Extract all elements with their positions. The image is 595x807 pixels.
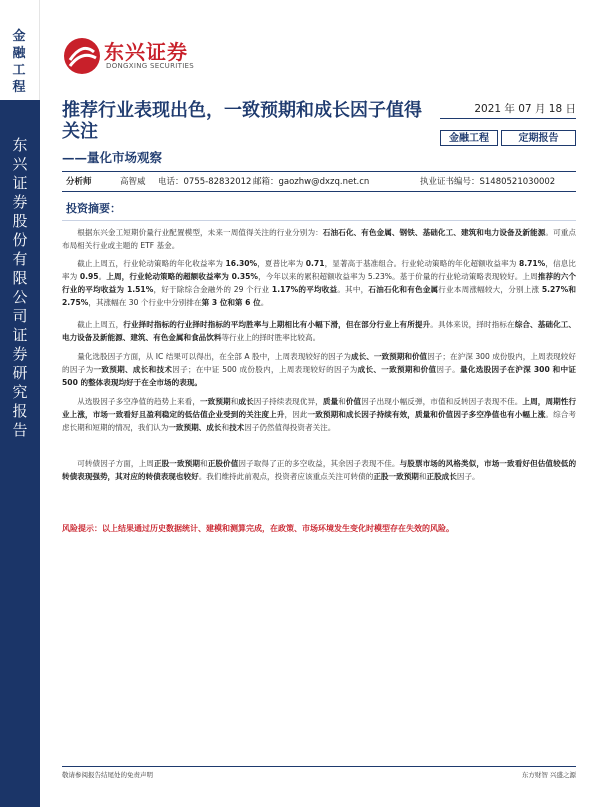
sidebar-category-label: 金融工程 xyxy=(12,29,26,95)
paragraph-text: 等行业上的择时胜率比较高。 xyxy=(221,333,321,342)
logo-emblem-icon xyxy=(62,36,102,76)
analyst-email: 邮箱：gaozhw@dxzq.net.cn xyxy=(253,177,370,187)
paragraph-text: 因子；在沪深 300 成份股内，上周表现较好的因子为 xyxy=(62,352,577,374)
analyst-name: 高智威 xyxy=(120,177,146,187)
paragraph-emphasis: 一致预期、成长和技术 xyxy=(93,365,173,374)
paragraph-text: 可转债因子方面，上周 xyxy=(77,459,154,468)
tag-report-type: 定期报告 xyxy=(501,130,576,146)
paragraph-emphasis: 5.27%和 2.75% xyxy=(62,285,576,307)
footer-disclaimer: 敬请参阅报告结尾处的免责声明 xyxy=(62,771,153,779)
paragraph-emphasis: 质量 xyxy=(322,397,339,406)
paragraph-emphasis: 行业择时指标的行业择时指标的平均胜率与上期相比有小幅下滑，但在部分行业上有所提升 xyxy=(123,320,431,329)
paragraph-text: 。可重点布局相关行业或主题的 ETF 基金。 xyxy=(62,228,577,250)
paragraph-text: 截止上周五，行业轮动策略的年化收益率为 xyxy=(77,259,226,268)
analyst-role: 分析师 xyxy=(66,177,92,187)
analyst-top-divider xyxy=(62,171,576,172)
report-title: 推荐行业表现出色，一致预期和成长因子值得关注 xyxy=(62,100,422,142)
paragraph-emphasis: 正股一致预期 xyxy=(153,459,201,468)
paragraph-emphasis: 成长 xyxy=(238,397,254,406)
paragraph-text: ，显著高于基准组合。行业轮动策略的年化超额收益率为 xyxy=(324,259,519,268)
paragraph-text: 截止上周五， xyxy=(77,320,124,329)
paragraph-text: 因子；在中证 500 成份股内，上周表现较好的因子为 xyxy=(172,365,358,374)
paragraph-emphasis: 技术 xyxy=(229,423,245,432)
paragraph-text: 。综合考虑长期和短期的情况，我们认为 xyxy=(62,410,577,432)
paragraph-text: 和 xyxy=(221,423,230,432)
paragraph-emphasis: 正股成长 xyxy=(426,472,457,481)
sidebar-category xyxy=(0,0,40,100)
paragraph-text: 因子出现小幅反弹，市值和反转因子表现不佳。 xyxy=(361,397,523,406)
paragraph-text: 。其中， xyxy=(337,285,369,294)
paragraph-emphasis: 0.71 xyxy=(305,259,325,268)
paragraph-emphasis: 1.17%的平均收益 xyxy=(271,285,338,294)
paragraph-emphasis: 推荐的六个行业的平均收益为 1.51% xyxy=(62,272,577,294)
paragraph-text: 。我们维持此前观点，投资者应该重点关注可转债的 xyxy=(198,472,374,481)
summary-heading: 投资摘要： xyxy=(66,202,121,215)
paragraph-text: ，好于除综合金融外的 29 个行业 xyxy=(153,285,272,294)
paragraph-emphasis: 一致预期 xyxy=(200,397,231,406)
paragraph-emphasis: 量化选股因子在沪深 300 和中证 500 的整体表现均好于在全市场的表现。 xyxy=(62,365,577,387)
paragraph-emphasis: 与股票市场的风格类似，市场一致看好但估值较低的转债表现强势，其对应的转债表现也较好 xyxy=(62,459,577,481)
paragraph-text: ，夏普比率为 xyxy=(257,259,306,268)
report-date: 2021 年 07 月 18 日 xyxy=(440,101,576,119)
paragraph-text: 因子。 xyxy=(456,472,480,481)
summary-paragraph xyxy=(62,395,576,434)
sidebar-company-label: 东兴证券股份有限公司证券研究报告 xyxy=(12,136,28,439)
paragraph-emphasis: 8.71% xyxy=(518,259,546,268)
paragraph-text: ，信息比率为 xyxy=(62,259,576,281)
paragraph-text: 和 xyxy=(338,397,346,406)
summary-paragraph xyxy=(62,226,576,252)
report-subtitle: ——量化市场观察 xyxy=(62,150,163,165)
paragraph-emphasis: 0.95 xyxy=(79,272,99,281)
paragraph-text: 和 xyxy=(418,472,427,481)
sidebar-company-band xyxy=(0,100,40,807)
analyst-bar xyxy=(62,175,576,189)
logo-name-cn: 东兴证券 xyxy=(104,40,188,64)
summary-paragraph xyxy=(62,257,576,309)
footer-divider xyxy=(62,766,576,767)
paragraph-text: 因子。 xyxy=(436,365,461,374)
analyst-license: 执业证书编号：S1480521030002 xyxy=(420,177,556,187)
paragraph-text: ，因此 xyxy=(284,410,308,419)
summary-section-header xyxy=(62,200,576,216)
summary-paragraph xyxy=(62,318,576,344)
paragraph-emphasis: 成长、一致预期和价值 xyxy=(357,365,437,374)
summary-paragraph xyxy=(62,350,576,389)
paragraph-text: 和 xyxy=(200,459,208,468)
summary-paragraph xyxy=(62,457,576,483)
paragraph-emphasis: 一致预期、成长 xyxy=(168,423,222,432)
logo-name-en: DONGXING SECURITIES xyxy=(106,62,195,70)
paragraph-emphasis: 上周，周期性行业上涨，市场一致看好且盈利稳定的低估值企业受到的关注度上升 xyxy=(62,397,577,419)
paragraph-emphasis: 价值 xyxy=(345,397,362,406)
paragraph-emphasis: 16.30% xyxy=(225,259,258,268)
paragraph-emphasis: 正股价值 xyxy=(207,459,239,468)
paragraph-text: 根据东兴金工短期价量行业配置模型，未来一周值得关注的行业分别为： xyxy=(77,228,323,237)
paragraph-text: ，今年以来的累积超额收益率为 5.23%。基于价量的行业轮动策略表现较好。上周 xyxy=(258,272,538,281)
paragraph-emphasis: 一致预期和成长因子持续有效，质量和价值因子多空净值也有小幅上涨 xyxy=(307,410,546,419)
paragraph-text: 和 xyxy=(230,397,239,406)
paragraph-text: 因子仍然值得投资者关注。 xyxy=(244,423,336,432)
summary-heading-divider xyxy=(62,220,576,221)
analyst-phone: 电话：0755-82832012 xyxy=(158,177,252,187)
paragraph-text: 。 xyxy=(98,272,107,281)
paragraph-emphasis: 第 3 位和第 6 位 xyxy=(201,298,261,307)
paragraph-emphasis: 正股一致预期 xyxy=(373,472,419,481)
paragraph-emphasis: 石油石化和有色金属 xyxy=(368,285,439,294)
paragraph-text: 行业本周涨幅较大，分别上涨 xyxy=(438,285,542,294)
paragraph-text: ，其涨幅在 30 个行业中分别排在 xyxy=(88,298,202,307)
paragraph-text: 从选股因子多空净值的趋势上来看， xyxy=(77,397,200,406)
analyst-bottom-divider xyxy=(62,191,576,192)
sidebar xyxy=(0,0,40,807)
tag-category: 金融工程 xyxy=(440,130,498,146)
paragraph-text: 。 xyxy=(260,298,269,307)
company-logo xyxy=(62,36,222,76)
risk-warning: 风险提示：以上结果通过历史数据统计、建模和测算完成，在政策、市场环境发生变化时模型存在失效的风险。 xyxy=(62,524,454,533)
paragraph-text: 因子持续表现优异， xyxy=(253,397,323,406)
paragraph-emphasis: 综合、基础化工、电力设备及新能源、建筑、有色金属和食品饮料 xyxy=(62,320,577,342)
paragraph-text: 因子取得了正的多空收益，其余因子表现不佳。 xyxy=(238,459,400,468)
footer-slogan: 东方财智 兴盛之源 xyxy=(521,771,576,779)
paragraph-emphasis: 上周，行业轮动策略的超额收益率为 0.35% xyxy=(106,272,259,281)
paragraph-text: 。具体来说，择时指标在 xyxy=(430,320,515,329)
paragraph-emphasis: 石油石化、有色金属、钢铁、基础化工、建筑和电力设备及新能源 xyxy=(322,228,546,237)
paragraph-emphasis: 成长、一致预期和价值 xyxy=(351,352,428,361)
paragraph-text: 量化选股因子方面，从 IC 结果可以得出，在全部 A 股中，上周表现较好的因子为 xyxy=(77,352,352,361)
